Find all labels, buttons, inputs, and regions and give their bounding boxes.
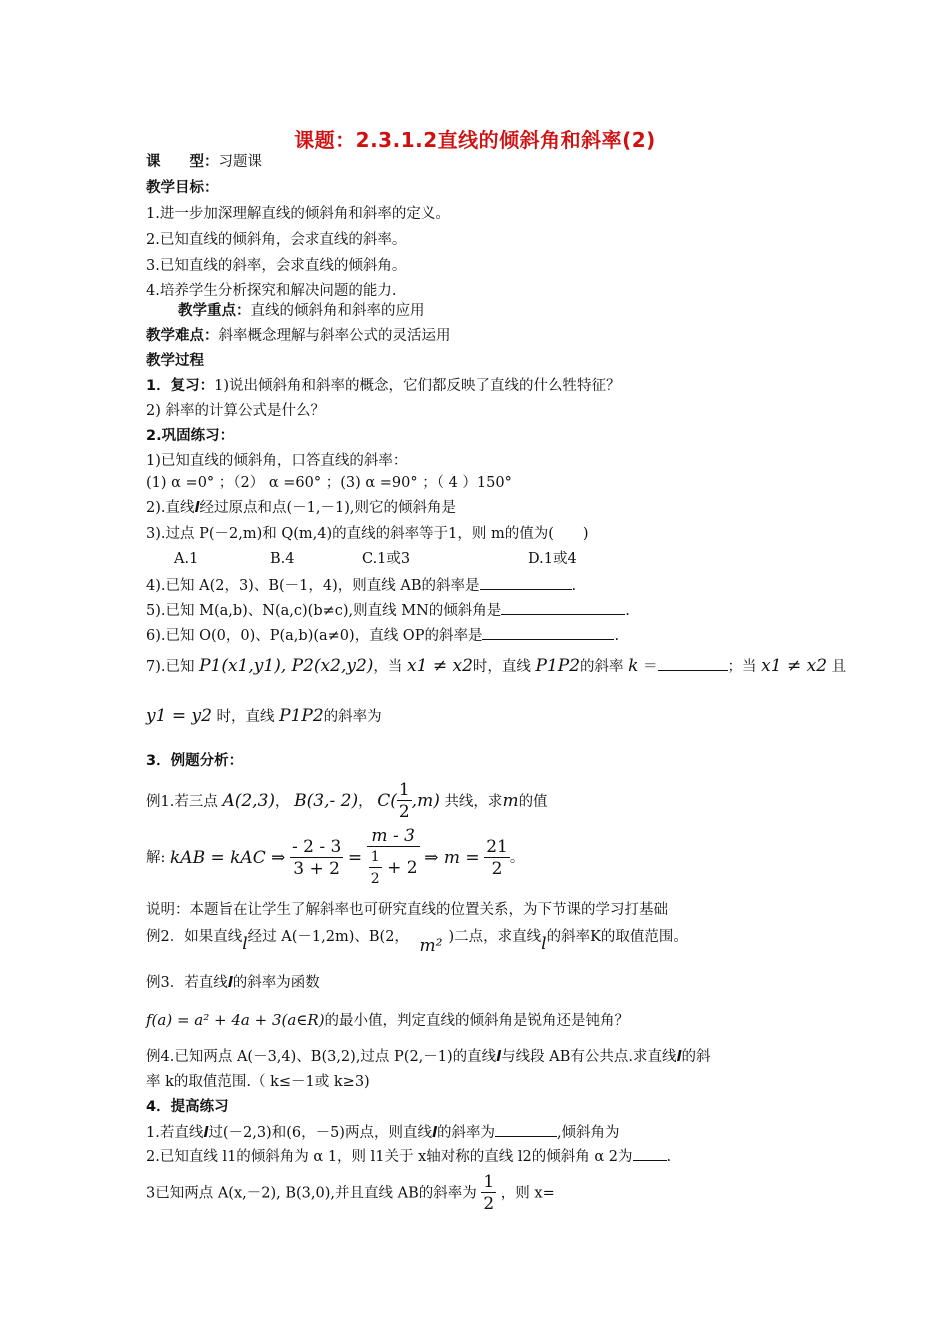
advanced-1-text-a: 1.若直线 <box>146 1125 204 1141</box>
example-1: 例1.若三点 A(2,3)， B(3,- 2)， C( $\frac{1}{2}$ ,m) 共线，求m的值 <box>146 780 548 822</box>
answer-blank <box>480 575 572 590</box>
course-type-label: 课 型： <box>146 154 219 170</box>
advanced-2-text-a: 2.已知直线 l1的倾斜角为 α 1，则 l1关于 x轴对称的直线 l2的倾斜角 α 2为 <box>146 1149 633 1165</box>
example-3-text-a: 例3．若直线 <box>146 975 228 991</box>
practice-4: 4).已知 A(2，3)、B(－1，4)，则直线 AB的斜率是 . <box>146 575 576 596</box>
practice-1: 1)已知直线的倾斜角，口答直线的斜率： <box>146 453 408 469</box>
practice-7-text-c: 时，直线 <box>472 659 531 675</box>
line-symbol: l <box>227 975 233 991</box>
course-type-value: 习题课 <box>218 154 262 170</box>
objectives-heading: 教学目标： <box>146 180 219 196</box>
solution-answer <box>484 837 510 880</box>
practice-7-cont <box>146 703 382 730</box>
advanced-3-fraction <box>481 1172 496 1215</box>
solution-label: 解: <box>146 850 166 866</box>
solution-fraction-1 <box>290 837 343 880</box>
example-4-cont: 率 k的取值范围.（ k≤－1或 k≥3) <box>146 1074 370 1090</box>
advanced-2 <box>146 1146 671 1167</box>
difficulty-label: 教学难点： <box>146 328 219 344</box>
point-c: C( $\frac{1}{2}$ ,m) <box>377 780 440 822</box>
practice-7-text-h: 时，直线 <box>216 709 275 725</box>
fraction-denominator: 2 <box>370 871 380 887</box>
objective-item: 3.已知直线的斜率，会求直线的倾斜角。 <box>146 258 407 274</box>
example-4 <box>146 1047 711 1067</box>
choice-a: A.1 <box>174 551 199 567</box>
process-heading: 教学过程 <box>146 353 204 369</box>
example-3-text-b: 的斜率为函数 <box>232 975 320 991</box>
nested-fraction <box>369 847 382 890</box>
advanced-heading: 4．提高练习 <box>146 1099 229 1115</box>
equals-sign: = <box>347 848 363 868</box>
examples-heading: 3．例题分析： <box>146 753 244 769</box>
practice-7-text-a: 7).已知 <box>146 659 195 675</box>
function-expression: f(a) = a² + 4a + 3(a∈R) <box>146 1011 325 1029</box>
example-2-text-b: 经过 A(－1,2m)、B(2， <box>247 929 409 945</box>
objective-item: 1.进一步加深理解直线的倾斜角和斜率的定义。 <box>146 206 450 222</box>
answer-blank <box>495 1122 557 1137</box>
solution-result-label: ⇒ m = <box>424 848 480 868</box>
example-2-text-d: 的斜率K的取值范围。 <box>546 929 688 945</box>
practice-6-text: 6).已知 O(0，0)、P(a,b)(a≠0)，直线 OP的斜率是 <box>146 628 483 644</box>
course-type-line <box>146 152 262 172</box>
practice-7-text-b: ，当 <box>373 659 403 675</box>
note-line: 说明：本题旨在让学生了解斜率也可研究直线的位置关系，为下节课的学习打基础 <box>146 902 668 918</box>
answer-blank <box>658 656 728 671</box>
choice-d: D.1或4 <box>528 551 577 567</box>
line-symbol: l <box>541 934 547 954</box>
example-2 <box>146 924 688 959</box>
fraction-denominator: 2 <box>483 1194 495 1214</box>
practice-7-text-i: 的斜率为 <box>323 709 382 725</box>
review-question-1: 1)说出倾斜角和斜率的概念，它们都反映了直线的什么牲特征？ <box>214 378 621 394</box>
fraction-numerator: 1 <box>369 847 382 868</box>
example-3 <box>146 973 320 993</box>
fraction-numerator: m - 3 <box>367 826 420 847</box>
line-symbol: l <box>194 500 200 516</box>
page-title: 课题：2.3.1.2直线的倾斜角和斜率(2) <box>294 128 656 152</box>
practice-5-text: 5).已知 M(a,b)、N(a,c)(b≠c),则直线 MN的倾斜角是 <box>146 603 502 619</box>
points-expression: P1(x1,y1), P2(x2,y2) <box>199 656 374 676</box>
point-a: A(2,3) <box>222 791 276 811</box>
advanced-1-text-d: ,倾斜角为 <box>556 1125 620 1141</box>
key-point-label: 教学重点： <box>178 303 251 319</box>
line-symbol: l <box>242 934 248 954</box>
example-1-text-d: 的值 <box>518 794 548 810</box>
practice-3-choices <box>174 549 577 569</box>
practice-2-text-b: 经过原点和点(－1,－1),则它的倾斜角是 <box>199 500 456 516</box>
practice-1-options: (1) α =0° ；（2） α =60° ；(3) α =90° ；（ 4 ）150° <box>146 475 512 491</box>
advanced-3-text-a: 3已知两点 A(x,－2), B(3,0),并且直线 AB的斜率为 <box>146 1185 477 1202</box>
answer-blank <box>501 600 625 615</box>
objective-item: 4.培养学生分析探究和解决问题的能力. <box>146 283 397 299</box>
advanced-3 <box>146 1172 555 1215</box>
difficulty-value: 斜率概念理解与斜率公式的灵活运用 <box>218 328 451 344</box>
practice-heading: 2.巩固练习： <box>146 428 235 444</box>
fraction-denominator <box>367 847 420 890</box>
practice-5: 5).已知 M(a,b)、N(a,c)(b≠c),则直线 MN的倾斜角是 . <box>146 600 630 621</box>
fraction-numerator: 21 <box>486 836 508 857</box>
review-line-1 <box>146 376 620 396</box>
answer-blank <box>482 625 614 640</box>
line-expression: P1P2 <box>535 656 581 676</box>
review-label: 1．复习： <box>146 378 215 394</box>
point-b: B(3,- 2) <box>294 791 359 811</box>
example-4-text-c: 的斜 <box>681 1049 711 1065</box>
fraction <box>397 780 412 823</box>
advanced-2-text-b: . <box>666 1149 672 1165</box>
example-2-text-a: 例2．如果直线 <box>146 929 243 945</box>
key-point-line <box>178 301 425 321</box>
objective-item: 2.已知直线的倾斜角，会求直线的斜率。 <box>146 232 407 248</box>
condition-expression-2: y1 = y2 <box>146 706 212 726</box>
example-4-text-a: 例4.已知两点 A(－3,4)、B(3,2),过点 P(2,－1)的直线 <box>146 1049 497 1065</box>
fraction-denominator: 2 <box>491 858 503 879</box>
line-symbol: l <box>203 1125 209 1141</box>
slope-symbol: k <box>628 656 639 676</box>
condition-expression: x1 ≠ x2 <box>761 656 828 676</box>
practice-7 <box>146 653 846 680</box>
practice-7-text-e: ＝ <box>643 659 658 675</box>
practice-7-text-g: 且 <box>831 659 847 675</box>
review-question-2: 2) 斜率的计算公式是什么？ <box>146 403 325 419</box>
choice-b: B.4 <box>270 551 295 567</box>
variable-m: m <box>502 791 519 811</box>
advanced-1-text-b: 过(－2,3)和(6，－5)两点，则直线 <box>208 1125 432 1141</box>
fraction-denominator: 3 + 2 <box>293 858 340 879</box>
practice-2-text-a: 2).直线 <box>146 500 195 516</box>
practice-3: 3).过点 P(－2,m)和 Q(m,4)的直线的斜率等于1，则 m的值为( ) <box>146 526 589 542</box>
practice-7-text-d: 的斜率 <box>580 659 624 675</box>
solution-fraction-2 <box>367 826 420 890</box>
choice-c: C.1或3 <box>362 551 411 567</box>
example-4-text-b: 与线段 AB有公共点.求直线 <box>501 1049 677 1065</box>
fraction-numerator: 1 <box>483 1172 495 1192</box>
advanced-1-text-c: 的斜率为 <box>436 1125 495 1141</box>
fraction-denominator: 2 <box>398 802 410 822</box>
practice-4-text: 4).已知 A(2，3)、B(－1，4)，则直线 AB的斜率是 <box>146 578 480 594</box>
example-1-text-a: 例1.若三点 <box>146 794 218 810</box>
example-2-text-c: )二点，求直线 <box>448 929 542 945</box>
example-3-cont <box>146 1010 629 1031</box>
difficulty-line <box>146 326 451 346</box>
line-symbol: l <box>676 1049 682 1065</box>
line-symbol: l <box>496 1049 502 1065</box>
line-expression: P1P2 <box>279 706 324 726</box>
practice-6: 6).已知 O(0，0)、P(a,b)(a≠0)，直线 OP的斜率是 . <box>146 625 619 646</box>
example-3-text-c: 的最小值，判定直线的倾斜角是锐角还是钝角？ <box>324 1013 630 1029</box>
answer-blank <box>633 1146 667 1161</box>
fraction-numerator: - 2 - 3 <box>291 836 342 857</box>
advanced-3-text-b: ，则 x= <box>500 1185 555 1202</box>
solution-line: 解: kAB = kAC ⇒ $\frac{- 2 - 3}{3 + 2}$ = m - 3 $\frac{1}{2}$ + 2 ⇒ m = $\frac{21}{2}$ 。 <box>146 826 524 890</box>
fraction-numerator: 1 <box>398 780 410 800</box>
m-squared: m² <box>419 936 443 956</box>
practice-2 <box>146 498 456 518</box>
key-point-value: 直线的倾斜角和斜率的应用 <box>250 303 425 319</box>
condition-expression: x1 ≠ x2 <box>407 656 473 676</box>
solution-expression: kAB = kAC ⇒ <box>170 848 286 868</box>
line-symbol: l <box>431 1125 437 1141</box>
practice-7-text-f: ；当 <box>727 659 757 675</box>
example-1-text-c: 共线，求 <box>444 794 503 810</box>
denominator-term: + 2 <box>387 858 418 878</box>
advanced-1 <box>146 1122 620 1143</box>
